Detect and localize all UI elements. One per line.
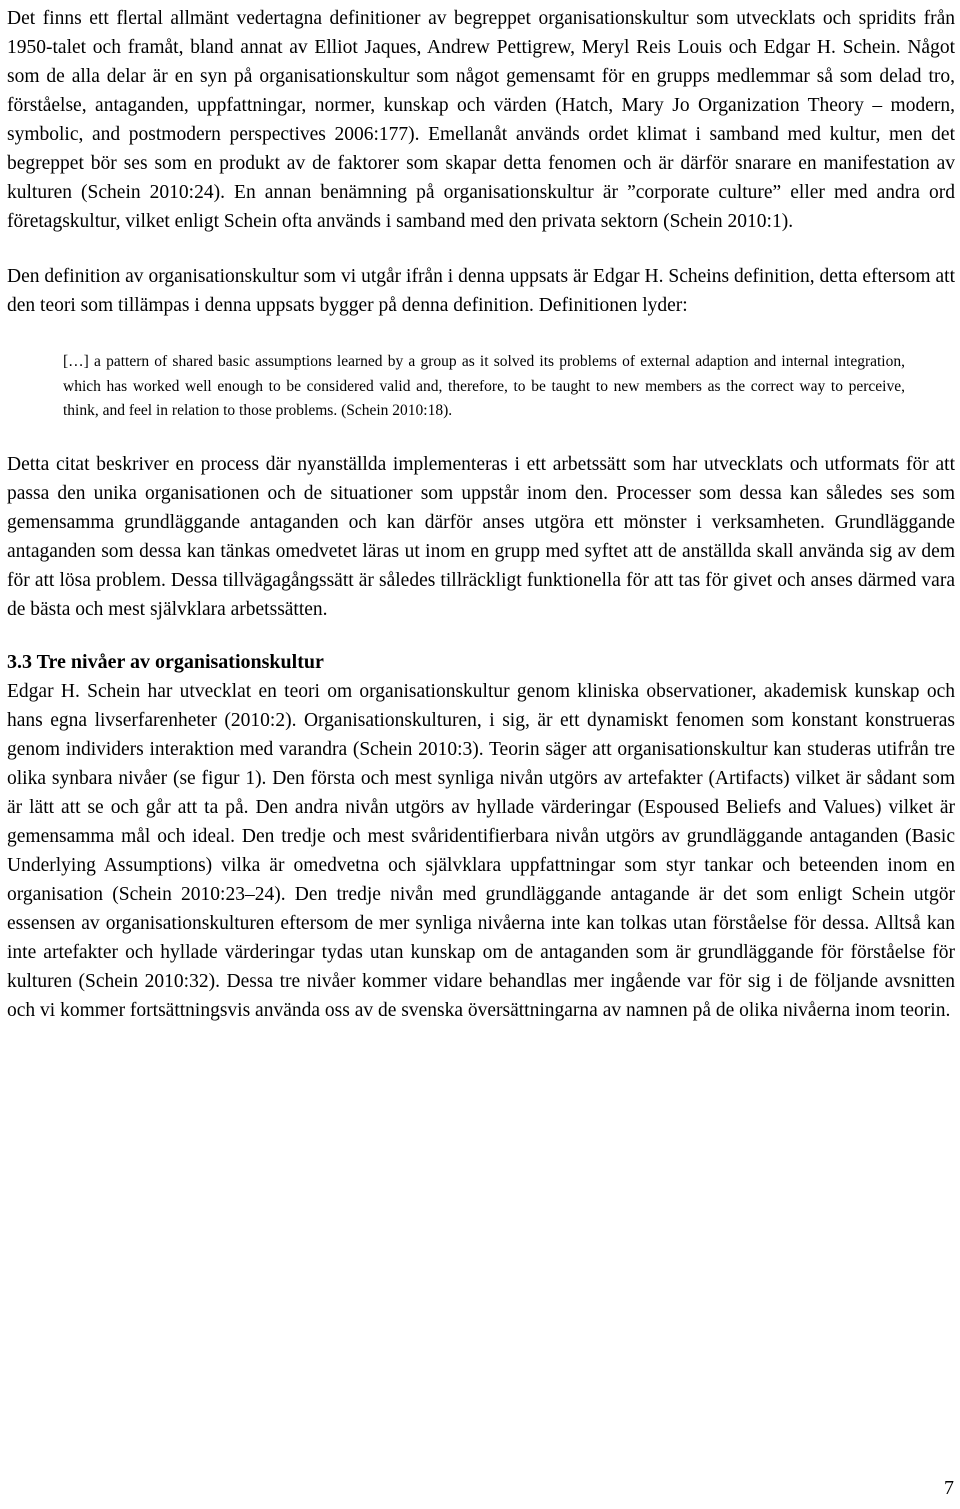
page-number: 7 bbox=[944, 1477, 954, 1499]
block-quote bbox=[63, 350, 905, 424]
paragraph-quote-discussion: Detta citat beskriver en process där nyanställda implementeras i ett arbetssätt som har utvecklats och utformats för att passa den unika organisationen och de situationer som uppstår inom den. Processer som dessa kan således ses som gemensamma grundläggande antaganden och kan därför anses utgöra ett mönster i verksamheten. Grundläggande antaganden som dessa kan tänkas omedvetet läras ut inom en grupp med syftet att de anställda skall använda sig av dem för att lösa problem. Dessa tillvägagångssätt är således tillräckligt funktionella för att tas för givet och anses därmed vara de bästa och mest självklara arbetssätten. bbox=[7, 453, 955, 620]
paragraph-definitions: Det finns ett flertal allmänt vedertagna definitioner av begreppet organisationskultur som utvecklats och spridits från 1950-talet och framåt, bland annat av Elliot Jaques, Andrew Pettigrew, Meryl Reis Louis och Edgar H. Schein. Något som de alla delar är en syn på organisationskultur som något gemensamt för en grupps medlemmar så som delad tro, förståelse, antaganden, uppfattningar, normer, kunskap och värden (Hatch, Mary Jo Organization Theory – modern, symbolic, and postmodern perspectives 2006:177). Emellanåt används ordet klimat i samband med kultur, men det begreppet bör ses som en produkt av de faktorer som skapar detta fenomen och är därför snarare en manifestation av kulturen (Schein 2010:24). En annan benämning på organisationskultur är ”corporate culture” eller med andra ord företagskultur, vilket enligt Schein ofta används i samband med den privata sektorn (Schein 2010:1). bbox=[7, 8, 955, 232]
paragraph-three-levels: Edgar H. Schein har utvecklat en teori om organisationskultur genom kliniska observationer, akademisk kunskap och hans egna livserfarenheter (2010:2). Organisationskulturen, i sig, är ett dynamiskt fenomen som konstant konstrueras genom individers interaktion med varandra (Schein 2010:3). Teorin säger att organisationskultur kan studeras utifrån tre olika synbara nivåer (se figur 1). Den första och mest synliga nivån utgörs av artefakter (Artifacts) vilket är sådant som är lätt att se och går att ta på. Den andra nivån utgörs av hyllade värderingar (Espoused Beliefs and Values) vilket är gemensamma mål och ideal. Den tredje och mest svåridentifierbara nivån utgörs av grundläggande antaganden (Basic Underlying Assumptions) vilka är omedvetna och självklara uppfattningar som styr tankar och beteenden inom en organisation (Schein 2010:23–24). Den tredje nivån med grundläggande antagande är det som enligt Schein utgör essensen av organisationskulturen eftersom de mer synliga nivåerna inte kan tolkas utan förståelse för dessa. Alltså kan inte artefakter och hyllade värderingar tydas utan kunskap om de antaganden som är grundläggande för förståelse för kulturen (Schein 2010:32). Dessa tre nivåer kommer vidare behandlas mer ingående var för sig i de följande avsnitten och vi kommer fortsättningsvis använda oss av de svenska översättningarna av namnen på de olika nivåerna inom teorin. bbox=[7, 680, 955, 1021]
quote-text: […] a pattern of shared basic assumptions learned by a group as it solved its problems of external adaption and internal integration, which has worked well enough to be considered valid and, therefore, to be taught to new members as the correct way to perceive, think, and feel in relation to those problems. (Schein 2010:18). bbox=[63, 353, 905, 419]
section-heading: 3.3 Tre nivåer av organisationskultur bbox=[7, 650, 324, 673]
document-page bbox=[7, 4, 955, 1025]
paragraph-schein-definition-intro: Den definition av organisationskultur som vi utgår ifrån i denna uppsats är Edgar H. Scheins definition, detta eftersom att den teori som tillämpas i denna uppsats bygger på denna definition. Definitionen lyder: bbox=[7, 266, 955, 316]
